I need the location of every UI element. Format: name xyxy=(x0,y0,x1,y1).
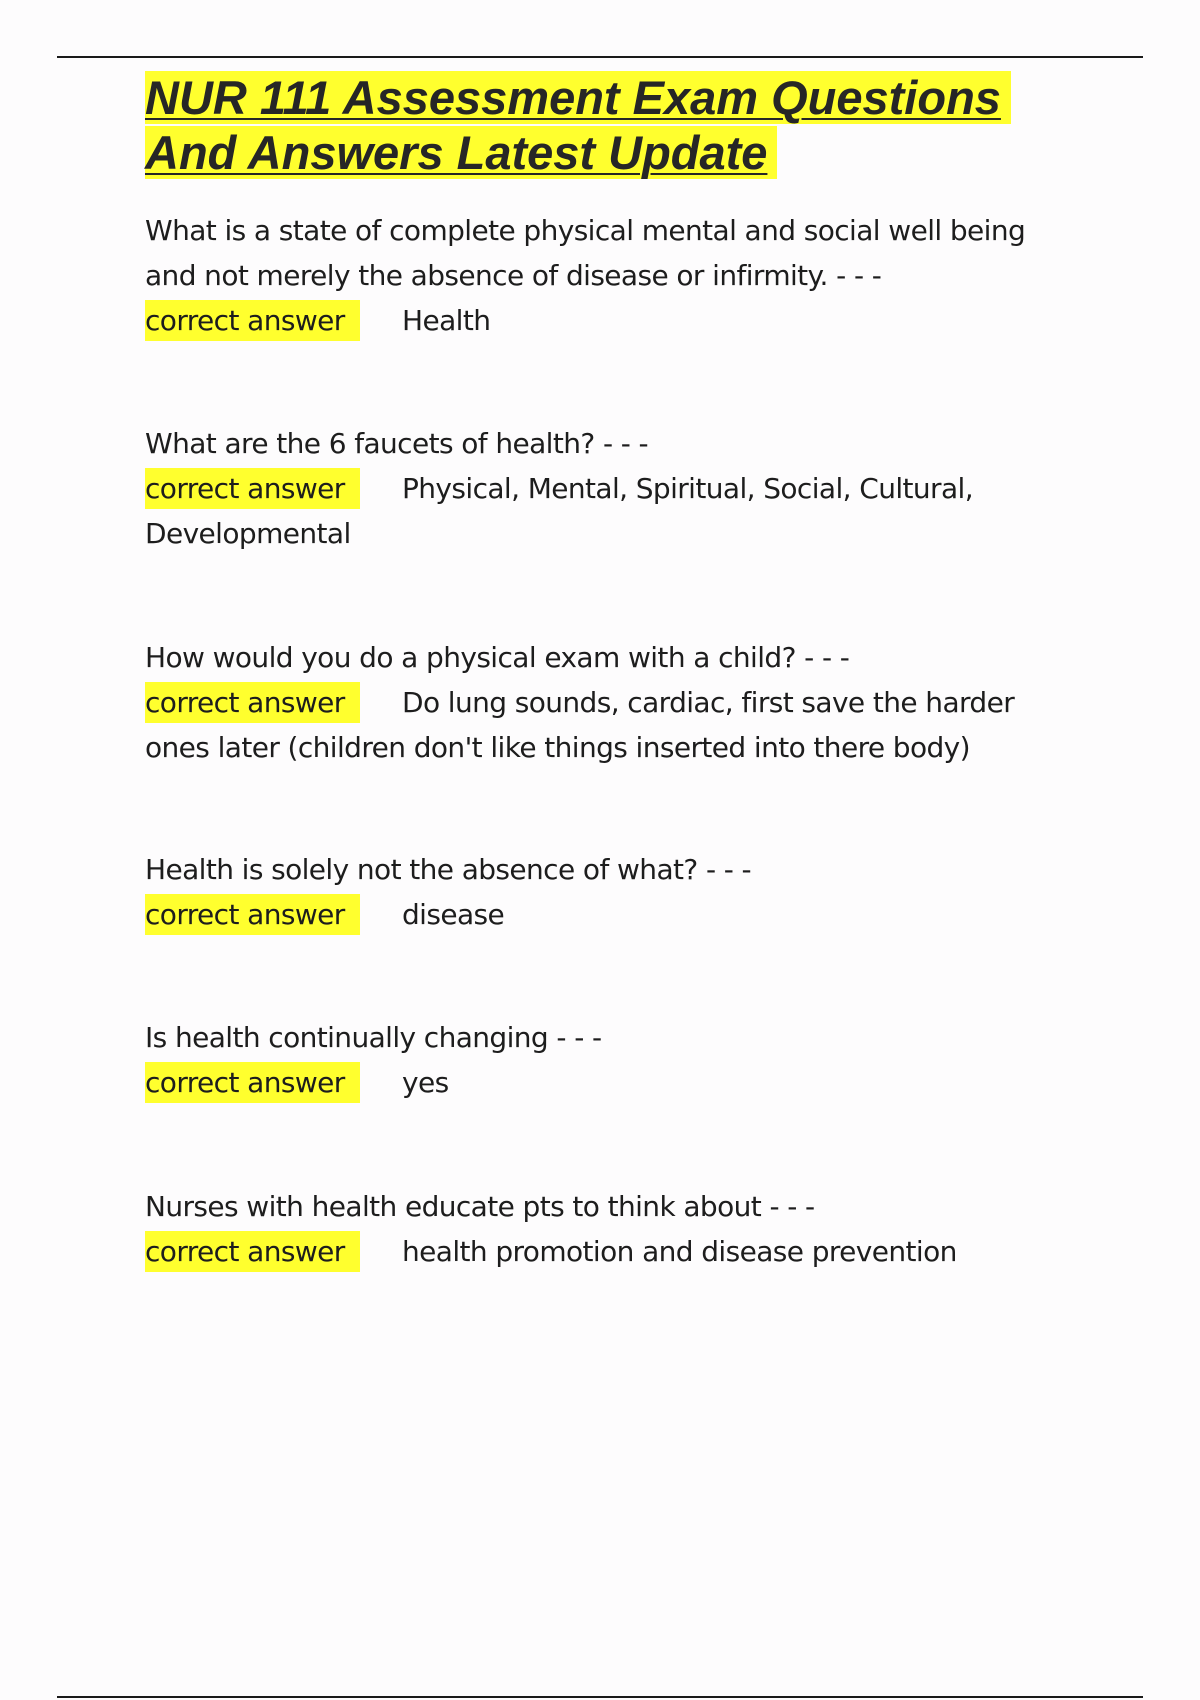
question-text: What is a state of complete physical mental and social well being and not merely the absence of disease or infirmity. - - - xyxy=(145,214,1026,292)
question-text: Health is solely not the absence of what? - - - xyxy=(145,853,752,886)
question-text: How would you do a physical exam with a child? - - - xyxy=(145,641,850,674)
answer-label: correct answer xyxy=(145,682,360,723)
answer-label: correct answer xyxy=(145,1231,360,1272)
answer-label: correct answer xyxy=(145,1062,360,1103)
title-text-2: And Answers Latest Update xyxy=(145,126,777,179)
question-text: What are the 6 faucets of health? - - - xyxy=(145,427,649,460)
qa-item-4 xyxy=(145,847,1065,937)
qa-item-6 xyxy=(145,1184,1065,1274)
title-text-1: NUR 111 Assessment Exam Questions xyxy=(145,71,1011,124)
page-title xyxy=(145,70,1045,180)
question-text: Nurses with health educate pts to think about - - - xyxy=(145,1190,815,1223)
qa-item-2 xyxy=(145,421,1065,556)
answer-text: Physical, Mental, Spiritual, Social, Cultural, Developmental xyxy=(145,472,973,550)
answer-text: Do lung sounds, cardiac, first save the harder ones later (children don't like things inserted into there body) xyxy=(145,686,1015,764)
answer-text: disease xyxy=(402,898,505,931)
answer-label: correct answer xyxy=(145,468,360,509)
answer-text: Health xyxy=(402,304,491,337)
answer-label: correct answer xyxy=(145,894,360,935)
answer-label: correct answer xyxy=(145,300,360,341)
title-line-2 xyxy=(145,125,1045,180)
qa-item-1 xyxy=(145,208,1065,343)
top-rule xyxy=(57,56,1143,58)
answer-text: health promotion and disease prevention xyxy=(402,1235,957,1268)
qa-item-5 xyxy=(145,1015,1065,1105)
answer-text: yes xyxy=(402,1066,449,1099)
question-text: Is health continually changing - - - xyxy=(145,1021,602,1054)
bottom-rule xyxy=(57,1696,1143,1698)
title-line-1 xyxy=(145,70,1045,125)
qa-item-3 xyxy=(145,635,1065,770)
